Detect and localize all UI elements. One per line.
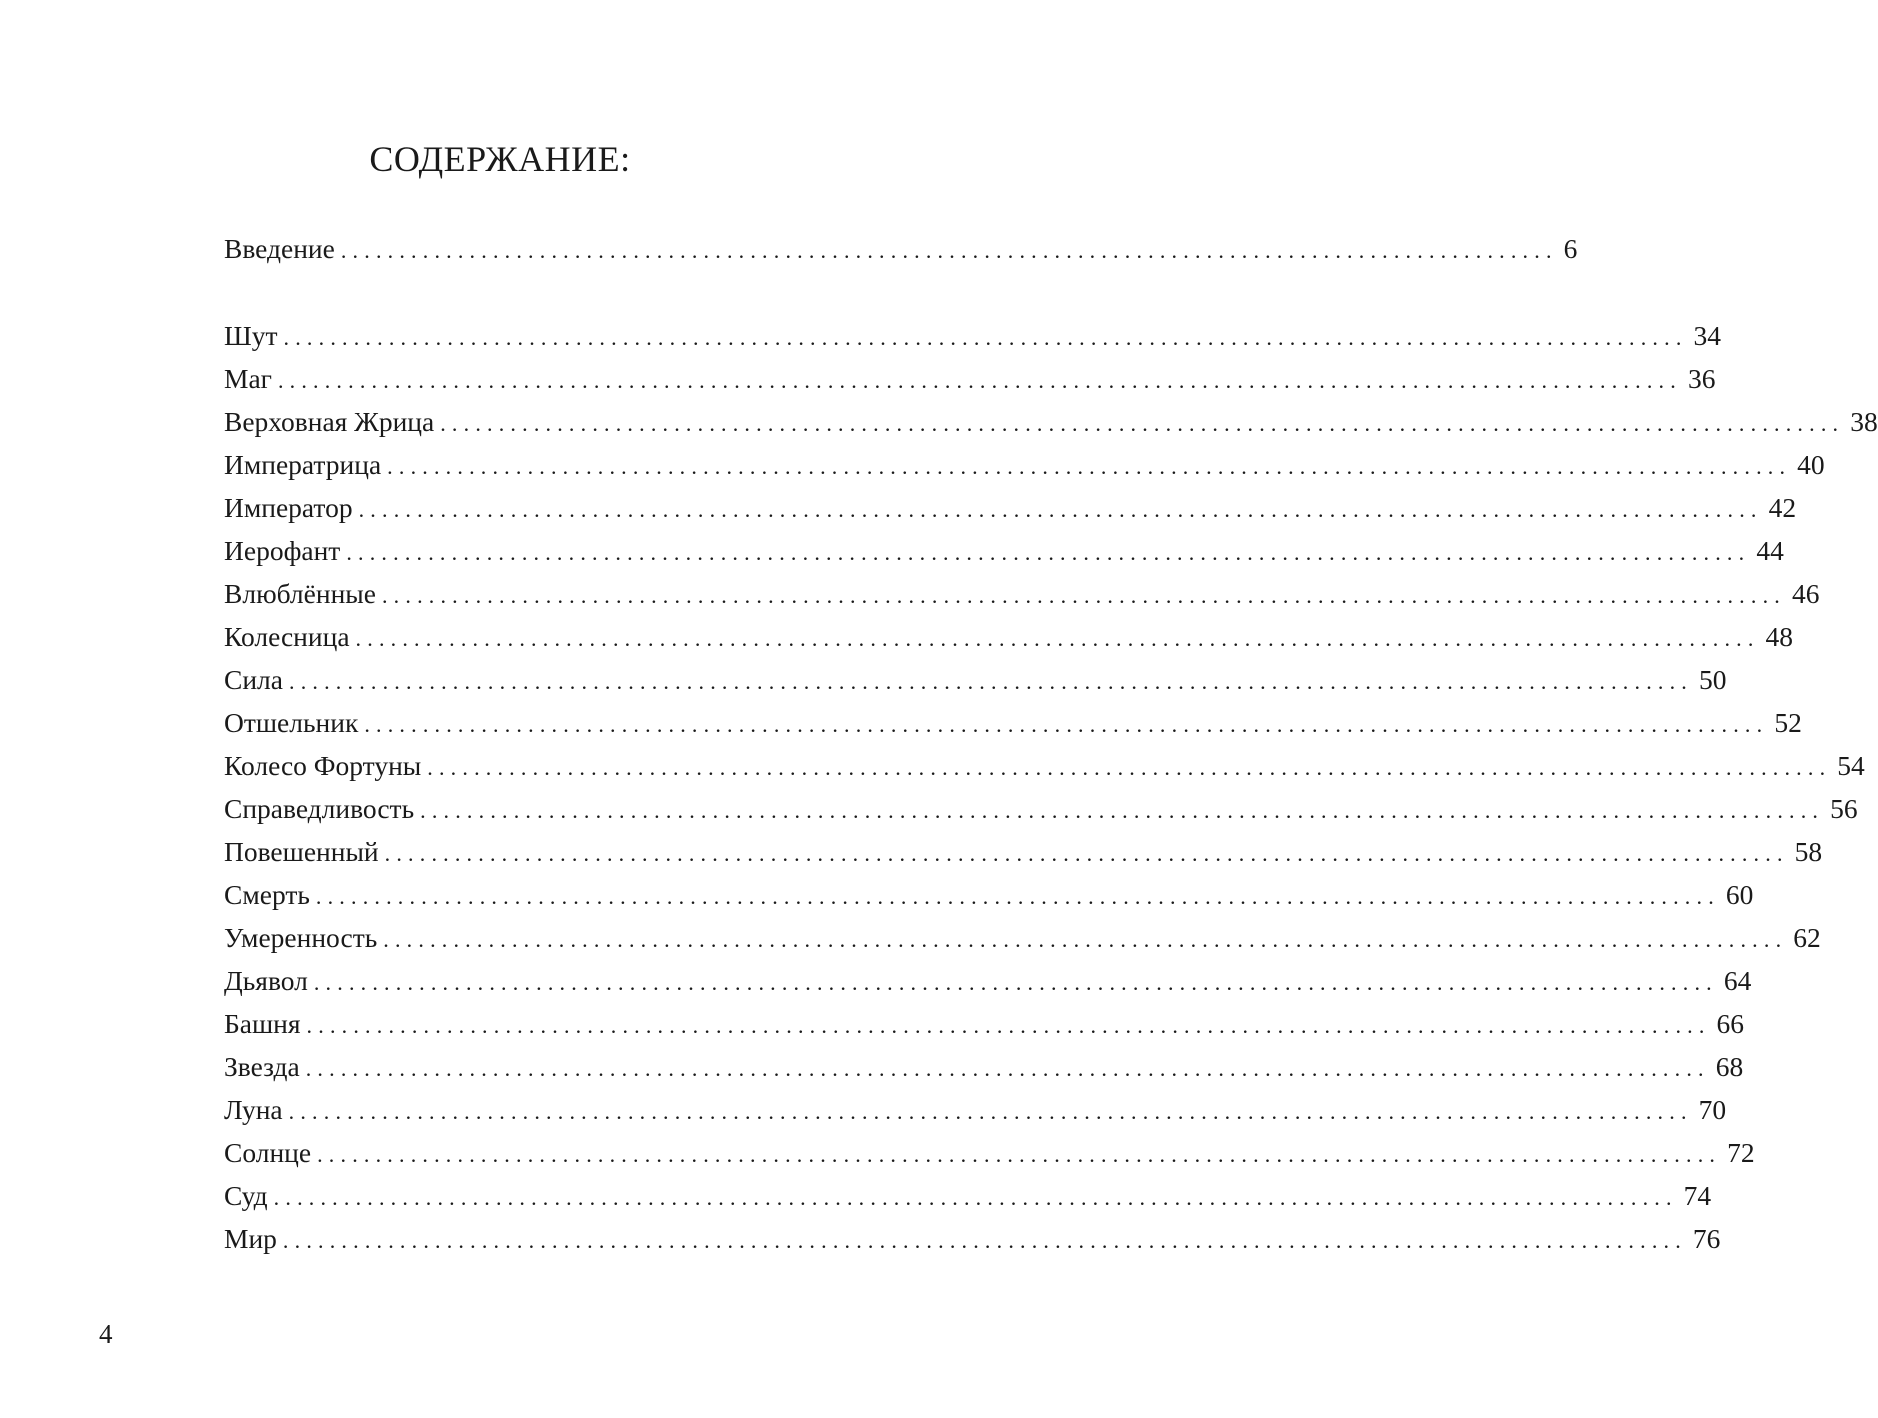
dot-leader: ........................................................................................................................ [384, 841, 1789, 866]
dot-leader: ........................................................................................................................ [427, 755, 1832, 780]
dot-leader: ........................................................................................................................ [358, 497, 1763, 522]
toc-entry[interactable] [224, 529, 1784, 572]
toc-entry[interactable] [224, 1002, 1745, 1045]
toc-entry[interactable] [224, 1131, 1755, 1174]
toc-entry-label: Солнце [224, 1137, 312, 1168]
toc-entry-page: 36 [1687, 363, 1716, 394]
toc-entry-page: 76 [1692, 1223, 1721, 1254]
toc-entry-page: 72 [1727, 1137, 1755, 1168]
dot-leader: ........................................................................................................................ [420, 798, 1825, 823]
toc-entry-label: Мир [224, 1223, 277, 1254]
toc-entry-label: Император [224, 492, 353, 523]
dot-leader: ........................................................................................................................ [277, 368, 1682, 393]
toc-entry-page: 48 [1765, 621, 1794, 652]
toc-entry[interactable] [224, 227, 1578, 270]
dot-leader: ........................................................................................................................ [355, 626, 1760, 651]
dot-leader: ........................................................................................................................ [317, 1142, 1722, 1167]
toc-entry[interactable] [224, 916, 1821, 959]
toc-entry-page: 44 [1756, 535, 1784, 566]
toc-entry-label: Сила [224, 664, 283, 695]
toc-entry-label: Умеренность [224, 922, 378, 953]
toc-entry[interactable] [224, 873, 1754, 916]
toc-entry[interactable] [224, 1045, 1744, 1088]
toc-entry-label: Императрица [224, 449, 382, 480]
toc-entry-page: 46 [1791, 578, 1820, 609]
toc-entry-page: 40 [1797, 449, 1825, 480]
toc-entry-label: Луна [224, 1094, 283, 1125]
toc-entry-page: 70 [1698, 1094, 1727, 1125]
dot-leader: ........................................................................................................................ [315, 884, 1720, 909]
toc-entry[interactable] [224, 1217, 1721, 1260]
toc-entry-page: 52 [1774, 707, 1802, 738]
toc-entry-label: Суд [224, 1180, 268, 1211]
dot-leader: ........................................................................................................................ [289, 669, 1693, 694]
toc-entry-label: Повешенный [224, 836, 379, 867]
toc-entry-page: 50 [1699, 664, 1727, 695]
toc-entry[interactable] [224, 1088, 1727, 1131]
toc-entry-page: 62 [1793, 922, 1821, 953]
toc-entry-page: 38 [1850, 406, 1878, 437]
toc-entry-label: Дьявол [224, 965, 308, 996]
toc-entry-page: 54 [1837, 750, 1865, 781]
toc-entry-label: Колесо Фортуны [224, 750, 422, 781]
dot-leader: ........................................................................................................................ [283, 325, 1688, 350]
dot-leader: ........................................................................................................................ [381, 583, 1786, 608]
dot-leader: ........................................................................................................................ [313, 970, 1718, 995]
toc-entry[interactable] [224, 830, 1823, 873]
toc-entry-label: Иерофант [224, 535, 341, 566]
toc-entry-label: Башня [224, 1008, 301, 1039]
toc-entry[interactable] [224, 615, 1794, 658]
toc-intro [224, 227, 1578, 270]
toc-entry[interactable] [224, 959, 1752, 1002]
page-title: СОДЕРЖАНИЕ: [369, 139, 631, 179]
toc-entry-label: Отшельник [224, 707, 359, 738]
dot-leader: ........................................................................................................................ [440, 411, 1845, 436]
toc-entry-label: Влюблённые [224, 578, 376, 609]
toc-entry-page: 66 [1716, 1008, 1745, 1039]
toc-entry[interactable] [224, 658, 1727, 701]
toc-entry-page: 6 [1563, 233, 1578, 264]
dot-leader: ........................................................................................................................ [288, 1099, 1693, 1124]
dot-leader: ........................................................................................................................ [364, 712, 1769, 737]
toc-entry-page: 56 [1830, 793, 1858, 824]
dot-leader: ........................................................................................................................ [305, 1056, 1710, 1081]
toc-entry-page: 64 [1723, 965, 1752, 996]
toc-entry[interactable] [224, 572, 1820, 615]
toc-entry-label: Верховная Жрица [224, 406, 435, 437]
toc-entry-label: Введение [224, 233, 335, 264]
toc-entry[interactable] [224, 744, 1865, 787]
dot-leader: ........................................................................................................................ [346, 540, 1751, 565]
toc-entry-label: Звезда [224, 1051, 300, 1082]
toc-entry-page: 68 [1715, 1051, 1744, 1082]
toc-entry[interactable] [224, 701, 1802, 744]
dot-leader: ........................................................................................................ [340, 238, 1558, 263]
toc-entry[interactable] [224, 400, 1878, 443]
toc-entry-page: 34 [1693, 320, 1722, 351]
toc-entry-label: Шут [224, 320, 278, 351]
toc-entry[interactable] [224, 486, 1797, 529]
toc-entry-page: 42 [1768, 492, 1797, 523]
toc-entry-label: Колесница [224, 621, 350, 652]
toc-entry[interactable] [224, 443, 1825, 486]
dot-leader: ........................................................................................................................ [387, 454, 1792, 479]
dot-leader: ........................................................................................................................ [306, 1013, 1711, 1038]
toc-entry[interactable] [224, 1174, 1712, 1217]
dot-leader: ........................................................................................................................ [273, 1185, 1678, 1210]
toc-entry-page: 74 [1683, 1180, 1712, 1211]
dot-leader: ........................................................................................................................ [282, 1228, 1687, 1253]
toc-entry[interactable] [224, 314, 1722, 357]
toc-entry-label: Справедливость [224, 793, 415, 824]
dot-leader: ........................................................................................................................ [383, 927, 1788, 952]
toc-entry-label: Смерть [224, 879, 310, 910]
toc-entry-label: Маг [224, 363, 272, 394]
toc-list [224, 314, 1878, 1260]
page-number: 4 [99, 1319, 113, 1349]
toc-entry[interactable] [224, 787, 1858, 830]
toc-entry[interactable] [224, 357, 1716, 400]
toc-entry-page: 60 [1725, 879, 1754, 910]
toc-entry-page: 58 [1794, 836, 1823, 867]
